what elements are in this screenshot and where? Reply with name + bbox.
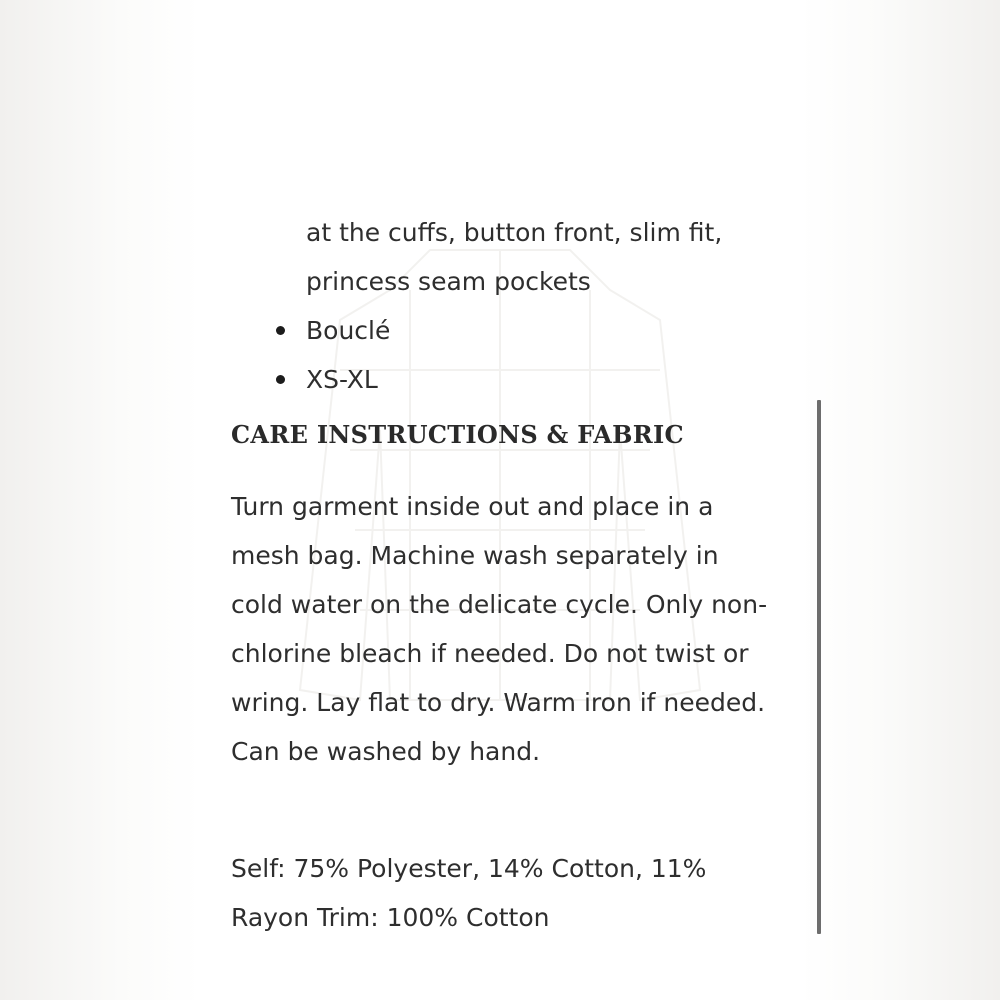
feature-list-continuation: at the cuffs, button front, slim fit, princess seam pockets [306,218,723,296]
care-instructions-heading: CARE INSTRUCTIONS & FABRIC [231,420,684,449]
scrollbar-thumb[interactable] [817,400,821,934]
feature-item-sizes: XS-XL [306,355,776,404]
care-instructions-text: Turn garment inside out and place in a mesh bag. Machine wash separately in cold water on the delicate cycle. Only non-chlorine bleach if needed. Do not twist or wring. Lay flat to dry. Warm iron if needed. Can be washed by hand. [231,492,768,766]
fabric-composition-text: Self: 75% Polyester, 14% Cotton, 11% Rayon Trim: 100% Cotton [231,854,707,932]
feature-item-fabric: Bouclé [306,306,776,355]
product-feature-list [306,208,776,404]
